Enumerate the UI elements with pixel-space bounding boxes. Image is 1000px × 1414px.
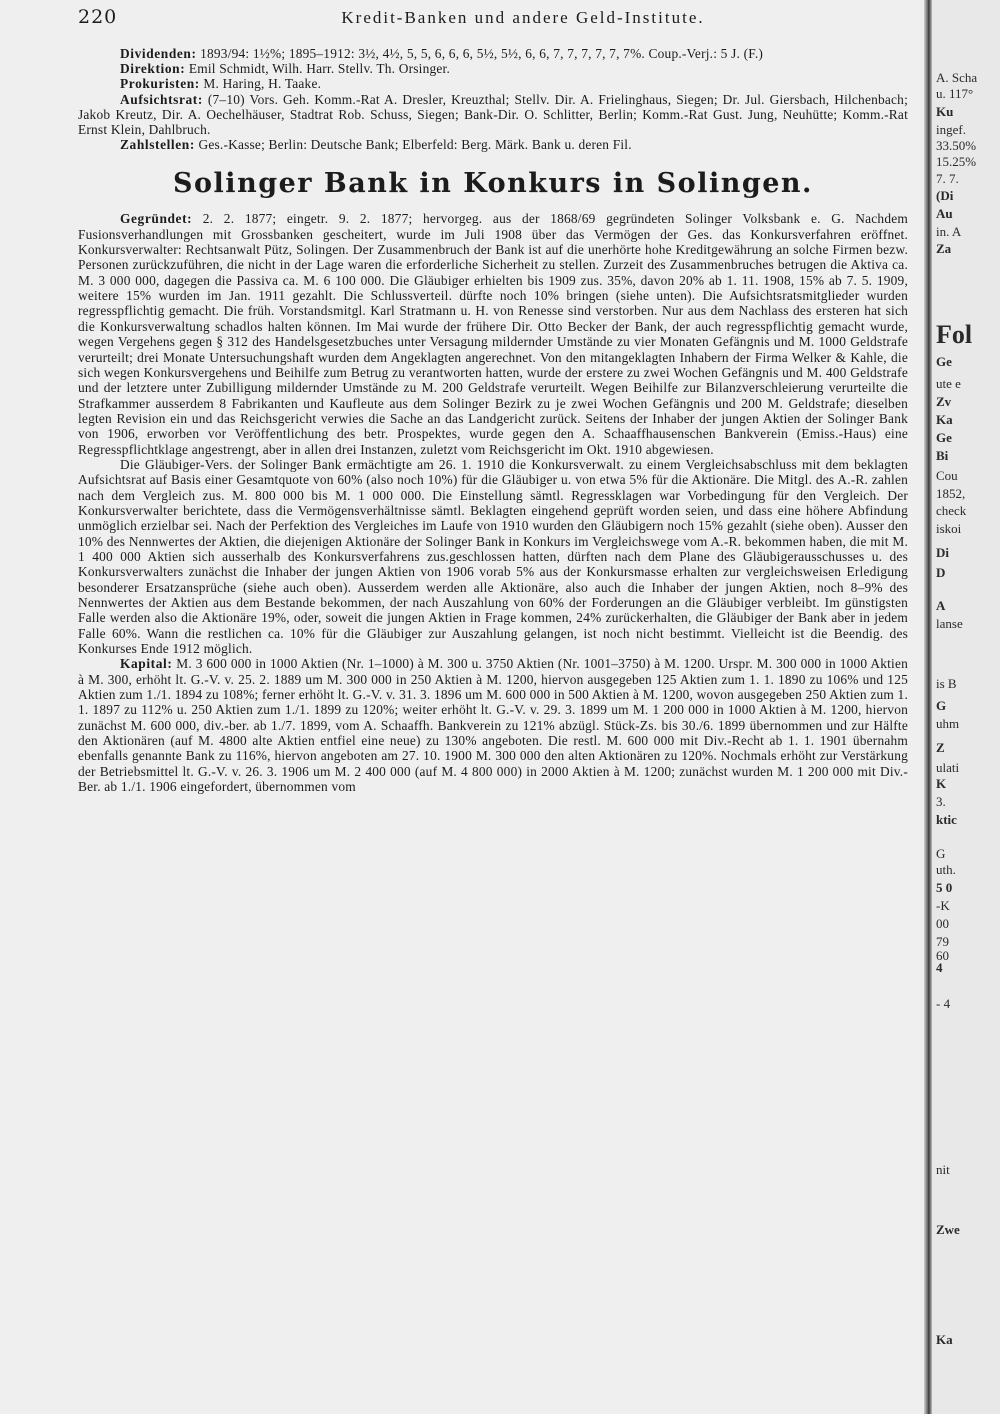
adjacent-page-fragment: is B <box>936 676 957 691</box>
adjacent-page-fragment: Ku <box>936 104 954 119</box>
adjacent-page-fragment: 5 0 <box>936 880 953 895</box>
adjacent-page-fragment: Fol <box>936 320 973 349</box>
dividenden-entry <box>78 46 908 61</box>
adjacent-page-fragment: ktic <box>936 812 957 827</box>
adjacent-page-fragment: uhm <box>936 716 960 731</box>
adjacent-page-fragment: iskoi <box>936 521 962 536</box>
kapital-paragraph <box>78 656 908 794</box>
page-number: 220 <box>78 6 118 28</box>
adjacent-page-fragment: u. 117° <box>936 86 974 101</box>
adjacent-page-fragment: Di <box>936 545 949 560</box>
zahlstellen-text: Ges.-Kasse; Berlin: Deutsche Bank; Elberfeld: Berg. Märk. Bank u. deren Fil. <box>198 137 632 153</box>
adjacent-page-strip <box>932 0 1000 1414</box>
adjacent-page-fragment: check <box>936 503 967 518</box>
adjacent-page-fragment: Ge <box>936 430 952 445</box>
adjacent-page-fragment: 15.25% <box>936 154 977 169</box>
adjacent-page-fragment: 4 <box>936 960 943 975</box>
adjacent-page-fragment: Bi <box>936 448 949 463</box>
adjacent-page-fragment: 3. <box>936 794 946 809</box>
aufsichtsrat-text: (7–10) Vors. Geh. Komm.-Rat A. Dresler, Kreuzthal; Stellv. Dir. A. Frielinghaus, Siegen; Dr. Jul. Giersbach, Hilchenbach; Jakob Kreutz, Dir. A. Oechelhäuser, Stadtrat Rob. Schuss, Siegen; Bank-Dir. O. Schlitter, Berlin; Komm.-Rat Gust. Jung, Neuhütte; Komm.-Rat Ernst Klein, Dahlbruch. <box>78 91 908 138</box>
adjacent-page-fragment: Cou <box>936 468 958 483</box>
adjacent-page-fragment: lanse <box>936 616 963 631</box>
adjacent-page-fragment: 00 <box>936 916 949 931</box>
section-title: Solinger Bank in Konkurs in Solingen. <box>173 168 813 200</box>
gegruendet-paragraph <box>78 211 908 457</box>
adjacent-page-fragment: 7. 7. <box>936 171 959 186</box>
adjacent-page-fragment: uth. <box>936 862 956 877</box>
prokuristen-entry <box>78 76 908 91</box>
kapital-text: M. 3 600 000 in 1000 Aktien (Nr. 1–1000) à M. 300 u. 3750 Aktien (Nr. 1001–3750) à M. 1200. Urspr. M. 300 000 in 1000 Aktien à M. 300, erhöht lt. G.-V. v. 25. 2. 1889 um M. 300 000 in 250 Aktien à M. 1200, hiervon ausgegeben 125 Aktien zum 1. 1. 1890 zu 106% und 125 Aktien zum 1./1. 1894 zu 108%; ferner erhöht lt. G.-V. v. 31. 3. 1896 um M. 600 000 in 500 Aktien à M. 1200, wovon ausgegeben 250 Aktien zum 1. 1. 1897 zu 112% u. 250 Aktien zum 1./1. 1899 zu 120%; weiter erhöht lt. G.-V. v. 29. 3. 1899 um M. 1 200 000 in 1000 Aktien à M. 1200, hiervon zunächst M. 600 000, div.-ber. ab 1./7. 1899, vom A. Schaaffh. Bankverein zu 121% abzügl. Stück-Zs. bis 30./6. 1899 übernommen und zur Hälfte den Aktionären (auf M. 4800 alte Aktien entfiel eine neue) zu 130% angeboten. Die restl. M. 600 000 mit Div.-Recht ab 1. 1. 1901 übernahm ebenfalls genannte Bank zu 116%, hiervon angeboten am 27. 10. 1900 M. 300 000 den alten Aktionären zu 120%. Nochmals erhöht zur Verstärkung der Betriebsmittel lt. G.-V. v. 26. 3. 1906 um M. 2 400 000 (auf M. 4 800 000) in 2000 Aktien à M. 1200; zunächst wurden M. 1 200 000 mit Div.-Ber. ab 1./1. 1906 eingefordert, übernommen vom <box>78 656 908 795</box>
prokuristen-label: Prokuristen: <box>120 76 200 92</box>
adjacent-page-fragment: ingef. <box>936 122 966 137</box>
adjacent-page-fragment: -K <box>936 898 950 913</box>
adjacent-page-fragment: D <box>936 565 946 580</box>
running-title: Kredit-Banken und andere Geld-Institute. <box>341 8 705 27</box>
adjacent-page-fragment: G <box>936 846 946 861</box>
page-header <box>78 6 908 34</box>
adjacent-page-fragment: 60 <box>936 948 949 963</box>
adjacent-page-fragment: Au <box>936 206 953 221</box>
section-body <box>78 211 908 794</box>
adjacent-page-fragment: Ka <box>936 1332 953 1347</box>
aufsichtsrat-entry <box>78 92 908 138</box>
gegruendet-text: 2. 2. 1877; eingetr. 9. 2. 1877; hervorgeg. aus der 1868/69 gegründeten Solinger Volksbank e. G. Nachdem Fusionsverhandlungen mit Grossbanken gescheitert, wurde im Juli 1908 über das Vermögen der Ges. das Konkursverfahren eröffnet. Konkursverwalter: Rechtsanwalt Pütz, Solingen. Der Zusammenbruch der Bank ist auf die unerhörte hohe Kreditgewährung an solche Firmen bezw. Personen zurückzuführen, die nicht in der Lage waren die erforderliche Sicherheit zu stellen. Zurzeit des Zusammenbruches betrugen die Aktiva ca. M. 3 000 000, dagegen die Passiva ca. M. 6 100 000. Die Gläubiger erhielten bis 1909 zus. 35%, davon 20% ab 1. 11. 1908, 15% ab 7. 5. 1909, weitere 15% wurden im Jan. 1911 gezahlt. Die Schlussverteil. dürfte noch 10% bringen (siehe unten). Die Aufsichtsratsmitglieder wurden regresspflichtig gemacht. Die früh. Vorstandsmitgl. Karl Stratmann u. H. von Renesse sind verstorben. Nur aus dem Nachlass des ersteren hat sich die Konkursverwaltung schadlos halten können. Im Mai wurde der frühere Dir. Otto Becker der Bank, der auch regresspflichtig gemacht wurde, wegen Vergehens gegen § 312 des Handelsgesetzbuches unter Versagung mildernder Umstände zu vier Monaten Gefängnis und M. 1000 Geldstrafe verurteilt; drei Monate Untersuchungshaft wurden dem Angeklagten angerechnet. Von den mitangeklagten Inhabern der Firma Welker & Kahle, die sich wegen Konkursvergehens und Beihilfe zum Betrug zu verantworten hatten, wurde der erstere zu zwei Wochen Gefängnis und M. 400 Geldstrafe und der letztere unter Zubilligung mildernder Umstände zu M. 200 Geldstrafe verurteilt. Wegen Beihilfe zur Bilanzverschleierung verurteilte die Strafkammer ausserdem 8 Fabrikanten und Kaufleute aus dem Solinger Bezirk zu je zwei Wochen Gefängnis und 200 M. Geldstrafe; dieselben legten Revision ein und das Reichsgericht verwies die Sache an das Landgericht zurück. Seitens der Inhaber der jungen Aktien der Solinger Bank von 1906, erworben vor Veröffentlichung des betr. Prospektes, wurde gegen den A. Schaaffhausenschen Bankverein (Emiss.-Haus) eine Regresspflichtklage angestrengt, aber in allen drei Instanzen, zuletzt vom Reichsgericht im Okt. 1910 abgewiesen. <box>78 211 908 457</box>
adjacent-page-fragment: Ge <box>936 354 952 369</box>
adjacent-page-fragment: Za <box>936 241 952 256</box>
page-main-column <box>78 6 908 794</box>
adjacent-page-fragment: ute e <box>936 376 961 391</box>
prokuristen-text: M. Haring, H. Taake. <box>203 76 322 92</box>
dividenden-label: Dividenden: <box>120 46 197 61</box>
adjacent-page-fragment: 1852, <box>936 486 966 501</box>
adjacent-page-fragment: - 4 <box>936 996 951 1011</box>
adjacent-page-fragment: A <box>936 598 946 613</box>
adjacent-page-fragment: G <box>936 698 947 713</box>
aufsichtsrat-label: Aufsichtsrat: <box>120 91 203 107</box>
direktion-label: Direktion: <box>120 61 186 77</box>
previous-entry <box>78 46 908 152</box>
zahlstellen-label: Zahlstellen: <box>120 137 195 153</box>
adjacent-page-fragment: (Di <box>936 188 954 203</box>
dividenden-text: 1893/94: 1½%; 1895–1912: 3½, 4½, 5, 5, 6, 6, 6, 5½, 5½, 6, 6, 7, 7, 7, 7, 7, 7%. Coup.-Verj.: 5 J. (F.) <box>200 46 764 61</box>
adjacent-page-fragment: A. Scha <box>936 70 978 85</box>
adjacent-page-fragment: Z <box>936 740 945 755</box>
adjacent-page-fragment: Zv <box>936 394 952 409</box>
adjacent-page-fragment: ulati <box>936 760 960 775</box>
adjacent-page-fragment: nit <box>936 1162 950 1177</box>
direktion-entry <box>78 61 908 76</box>
glaeubiger-paragraph: Die Gläubiger-Vers. der Solinger Bank ermächtigte am 26. 1. 1910 die Konkursverwalt. zu einem Vergleichsabschluss mit dem beklagten Aufsichtsrat auf Basis einer Gesamtquote von 60% (also noch 10%) für die Gläubiger u. von etwa 5% für die Aktionäre. Die Mitgl. des A.-R. zahlen nach dem Vergleich zus. M. 800 000 bis M. 1 000 000. Die Einstellung sämtl. Regressklagen war Vorbedingung für den Vergleich. Der Konkursverwalter berichtete, dass die Vermögensverhältnisse sämtl. Beklagten eingehend geprüft worden seien, und dass eine höhere Abfindung unmöglich erzielbar sei. Nach der Perfektion des Vergleiches im Laufe von 1910 wurden den Gläubigern noch 15% gezahlt (siehe oben). Ausser den 10% des Nennwertes der Aktien, die diejenigen Aktionäre der Solinger Bank in Konkurs im Vergleichswege vom A.-R. bekommen haben, die mit M. 1 400 000 Aktien sich ausserhalb des Konkursverfahrens zus.geschlossen hatten, dürften nach dem Plane des Gläubigerausschusses u. des Konkursverwalters zunächst die Inhaber der jungen Aktien von 1906 vorab 5% aus der Konkursmasse erhalten zur vergleichsweisen Erledigung besonderer Ersatzansprüche (siehe auch oben). Ausserdem werden alle Aktionäre, also auch die Inhaber der jungen Aktien, noch 8–9% des Nennwertes der Aktien aus dem Bestande bekommen, der nach Auszahlung von 60% der Forderungen an die Gläubiger verbleibt. Im günstigsten Falle werden also die Aktionäre 19%, oder, soweit die jungen Aktien in Frage kommen, 24% zurückerhalten, die Gläubiger der Bank aber in jedem Falle 60%. Wann die restlichen ca. 10% für die Gläubiger zur Auszahlung gelangen, ist noch nicht bestimmt. Vielleicht ist die Beendig. des Konkurses Ende 1912 möglich. <box>78 456 908 657</box>
adjacent-page-fragment: in. A <box>936 224 962 239</box>
adjacent-page-fragment: 33.50% <box>936 138 977 153</box>
adjacent-page-fragment: Ka <box>936 412 953 427</box>
direktion-text: Emil Schmidt, Wilh. Harr. Stellv. Th. Orsinger. <box>188 61 450 77</box>
adjacent-page-fragment: K <box>936 776 947 791</box>
book-gutter <box>924 0 932 1414</box>
adjacent-page-fragment: Zwe <box>936 1222 960 1237</box>
zahlstellen-entry <box>78 137 908 152</box>
kapital-label: Kapital: <box>120 656 173 672</box>
adjacent-page-fragment: 79 <box>936 934 949 949</box>
gegruendet-label: Gegründet: <box>120 211 193 227</box>
